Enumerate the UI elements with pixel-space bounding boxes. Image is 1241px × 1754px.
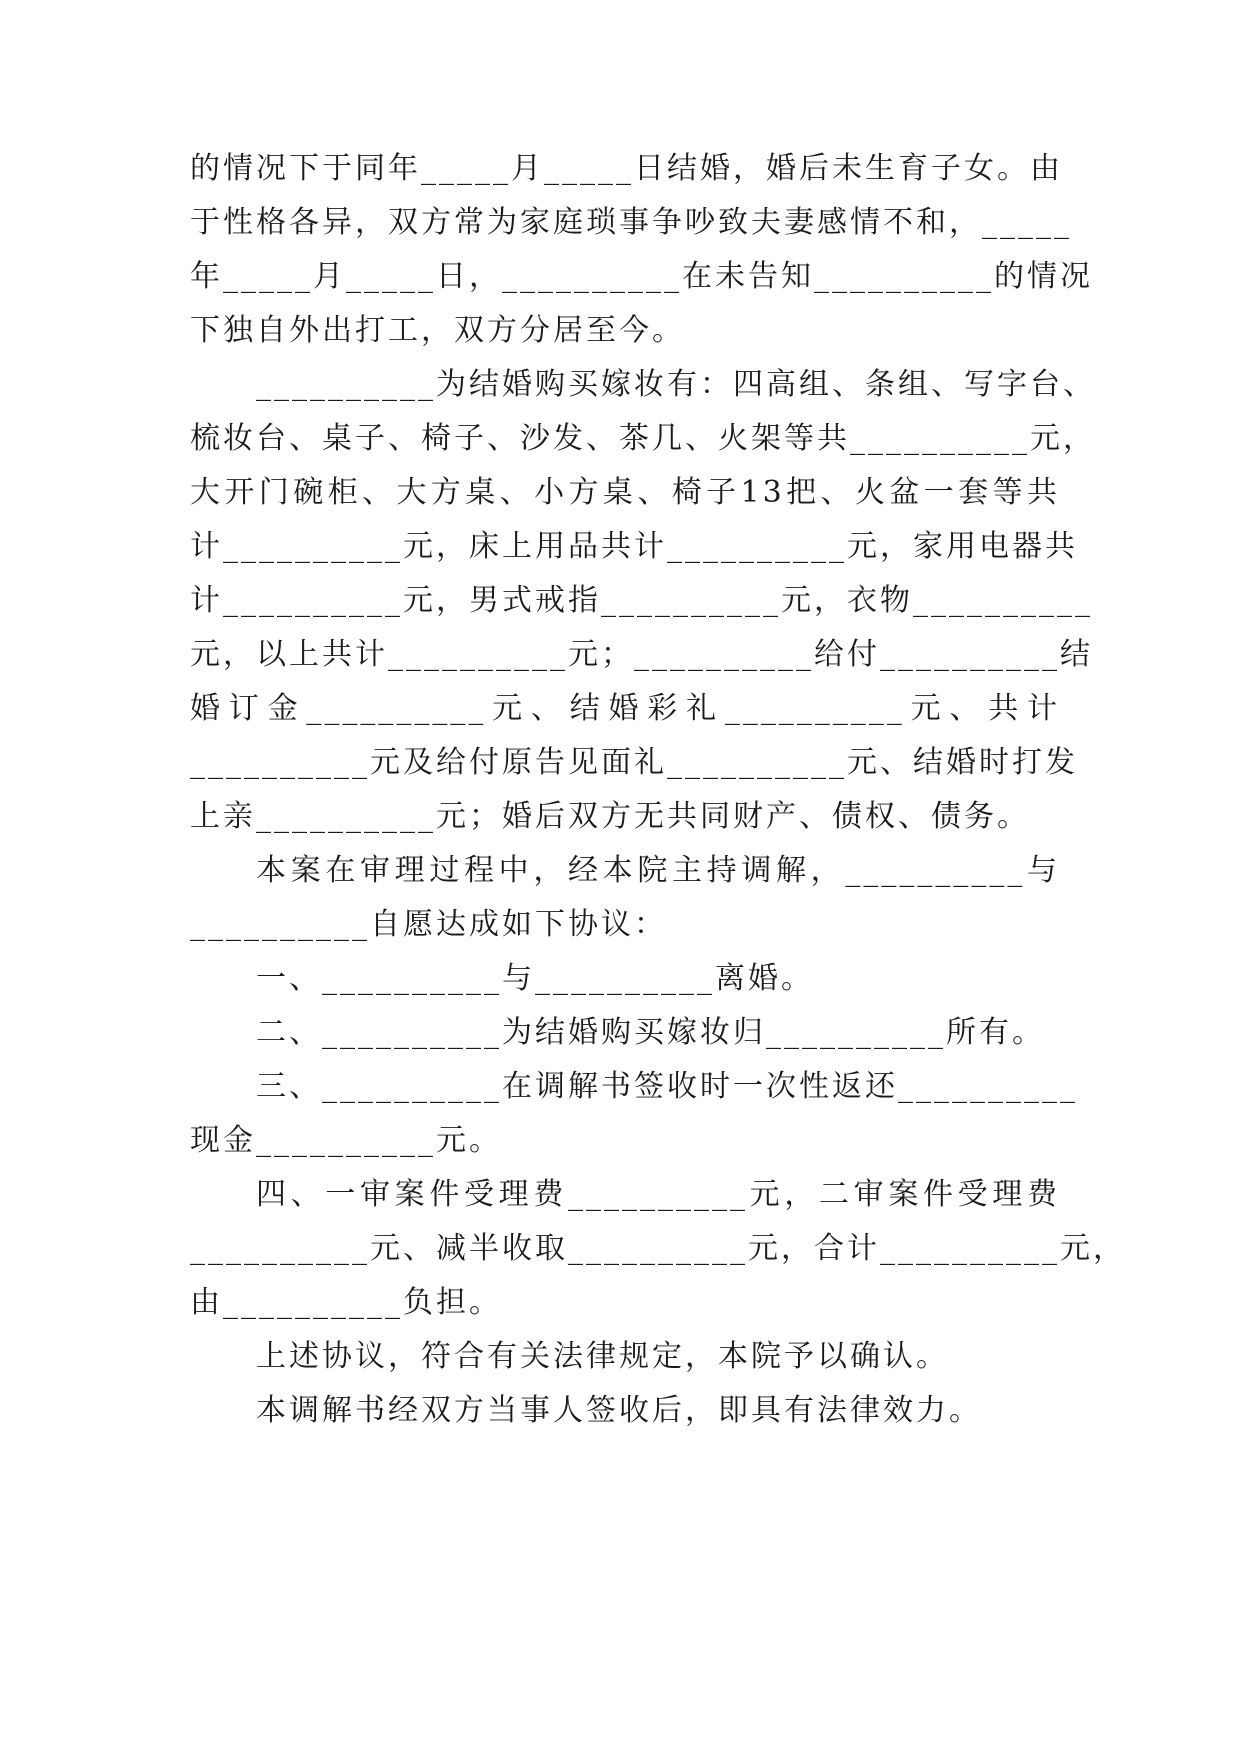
text-line: __________元、减半收取__________元，合计__________元， — [190, 1231, 1126, 1266]
text-line: 婚订金__________元、结婚彩礼__________元、共计 — [190, 691, 1060, 726]
agreement-item-2: 二、__________为结婚购买嫁妆归__________所有。 — [256, 1015, 1045, 1050]
agreement-item-3: 三、__________在调解书签收时一次性返还__________ — [256, 1069, 1078, 1104]
text-line: 由__________负担。 — [190, 1285, 502, 1320]
text-line: 于性格各异，双方常为家庭琐事争吵致夫妻感情不和，_____ — [190, 205, 1072, 240]
text-line: __________自愿达成如下协议： — [190, 907, 667, 942]
agreement-item-4: 四、一审案件受理费__________元，二审案件受理费 — [256, 1177, 1060, 1212]
text-line: 大开门碗柜、大方桌、小方桌、椅子13把、火盆一套等共 — [190, 475, 1060, 510]
text-line: __________为结婚购买嫁妆有：四高组、条组、写字台、 — [256, 367, 1096, 402]
agreement-item-1: 一、__________与__________离婚。 — [256, 961, 814, 996]
text-line: 本案在审理过程中，经本院主持调解，__________与 — [256, 853, 1060, 888]
text-line: 年_____月_____日，__________在未告知__________的情况 — [190, 259, 1093, 294]
text-line: 计__________元，床上用品共计__________元，家用电器共 — [190, 529, 1078, 564]
text-line: 上亲__________元；婚后双方无共同财产、债权、债务。 — [190, 799, 1030, 834]
confirmation-text: 上述协议，符合有关法律规定，本院予以确认。 — [256, 1339, 949, 1374]
text-line: 计__________元，男式戒指__________元，衣物__________ — [190, 583, 1093, 618]
text-line: __________元及给付原告见面礼__________元、结婚时打发 — [190, 745, 1078, 780]
text-line: 元，以上共计__________元；__________给付__________结 — [190, 637, 1093, 672]
text-line: 现金__________元。 — [190, 1123, 502, 1158]
text-line: 下独自外出打工，双方分居至今。 — [190, 313, 685, 348]
text-line: 梳妆台、桌子、椅子、沙发、茶几、火架等共__________元， — [190, 421, 1096, 456]
text-line: 的情况下于同年_____月_____日结婚，婚后未生育子女。由 — [190, 151, 1063, 186]
effect-text: 本调解书经双方当事人签收后，即具有法律效力。 — [256, 1393, 982, 1428]
